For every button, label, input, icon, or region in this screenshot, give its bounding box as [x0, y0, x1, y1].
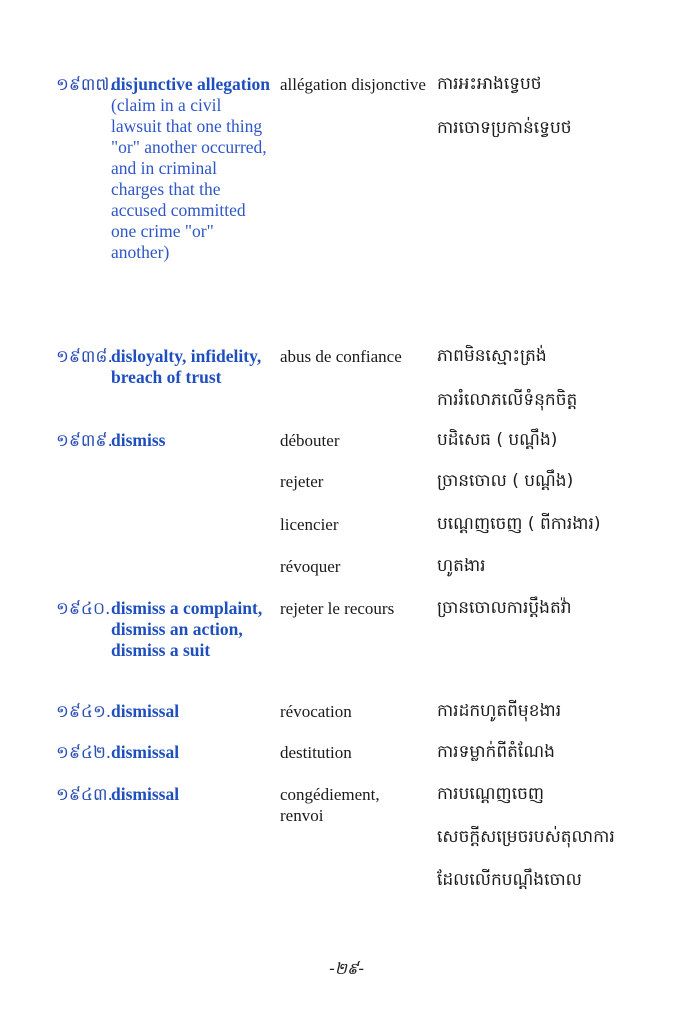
page-number: -២៩- — [329, 959, 364, 978]
entry-number: ១៩៤៣. — [56, 785, 113, 805]
french-term: rejeter — [280, 472, 324, 491]
french-term: débouter — [280, 431, 340, 450]
french-term: licencier — [280, 515, 339, 534]
english-term: dismiss — [111, 430, 166, 450]
french-column — [280, 598, 430, 619]
khmer-term: ការចោទប្រកាន់ទ្វេបថ — [437, 118, 572, 138]
english-term: dismissal — [111, 784, 180, 804]
english-term-block — [111, 701, 271, 722]
french-term: révocation — [280, 702, 352, 721]
english-term: dismiss a complaint, dismiss an action, dismiss a suit — [111, 598, 263, 660]
french-column — [280, 74, 430, 95]
english-note: (claim in a civil lawsuit that one thing "or" another occurred, and in criminal charges that the accused committed one crime "or" another) — [111, 95, 267, 262]
english-term-block — [111, 430, 271, 451]
khmer-column — [437, 742, 687, 763]
english-term-block — [111, 742, 271, 763]
english-term: disjunctive allegation — [111, 74, 270, 94]
entry-number: ១៩៣៨. — [56, 347, 113, 367]
entry-number: ១៩៣៩. — [56, 431, 113, 451]
khmer-term: ភាពមិនស្មោះត្រង់ — [437, 346, 547, 366]
khmer-term: ការរំលោភលើទំនុកចិត្ត — [437, 390, 578, 410]
khmer-column — [437, 784, 687, 891]
french-term: révoquer — [280, 557, 341, 576]
khmer-term: ការដកហូតពីមុខងារ — [437, 701, 562, 721]
entry-number: ១៩៤០. — [56, 599, 111, 619]
khmer-term: បណ្ដេញចេញ ( ពីការងារ) — [437, 514, 601, 534]
khmer-term: ច្រានចោលការប្ដឹងតវ៉ា — [437, 598, 572, 618]
french-column — [280, 784, 420, 826]
khmer-term: ការអះអាងទ្វេបថ — [437, 74, 542, 94]
english-term-block — [111, 346, 271, 388]
khmer-column — [437, 346, 687, 411]
french-term: abus de confiance — [280, 347, 402, 366]
khmer-column — [437, 74, 687, 139]
english-term: dismissal — [111, 701, 180, 721]
khmer-column — [437, 598, 687, 619]
french-term: destitution — [280, 743, 352, 762]
khmer-term: បដិសេធ ( បណ្ដឹង) — [437, 430, 558, 450]
khmer-term: ច្រានចោល ( បណ្ដឹង) — [437, 471, 574, 491]
english-term-block — [111, 598, 271, 661]
english-term-block — [111, 74, 271, 263]
khmer-term: ការទម្លាក់ពីតំណែង — [437, 742, 555, 762]
french-term: allégation disjonctive — [280, 75, 426, 94]
french-column — [280, 346, 430, 367]
entry-number: ១៩៣៧. — [56, 75, 115, 95]
entry-number: ១៩៤២. — [56, 743, 112, 763]
english-term: dismissal — [111, 742, 180, 762]
khmer-term: ហូតងារ — [437, 556, 486, 576]
french-column — [280, 742, 430, 763]
english-term-block — [111, 784, 271, 805]
entry-number: ១៩៤១. — [56, 702, 112, 722]
english-term: disloyalty, infidelity, breach of trust — [111, 346, 262, 387]
french-term: congédiement, renvoi — [280, 785, 380, 825]
khmer-term: ដែលលើកបណ្ដឹងចោល — [437, 870, 582, 890]
khmer-column — [437, 701, 687, 722]
khmer-term: ការបណ្ដេញចេញ — [437, 784, 545, 804]
french-column — [280, 701, 430, 722]
khmer-term: សេចក្ដីសម្រេចរបស់តុលាការ — [437, 827, 615, 847]
french-term: rejeter le recours — [280, 599, 395, 618]
